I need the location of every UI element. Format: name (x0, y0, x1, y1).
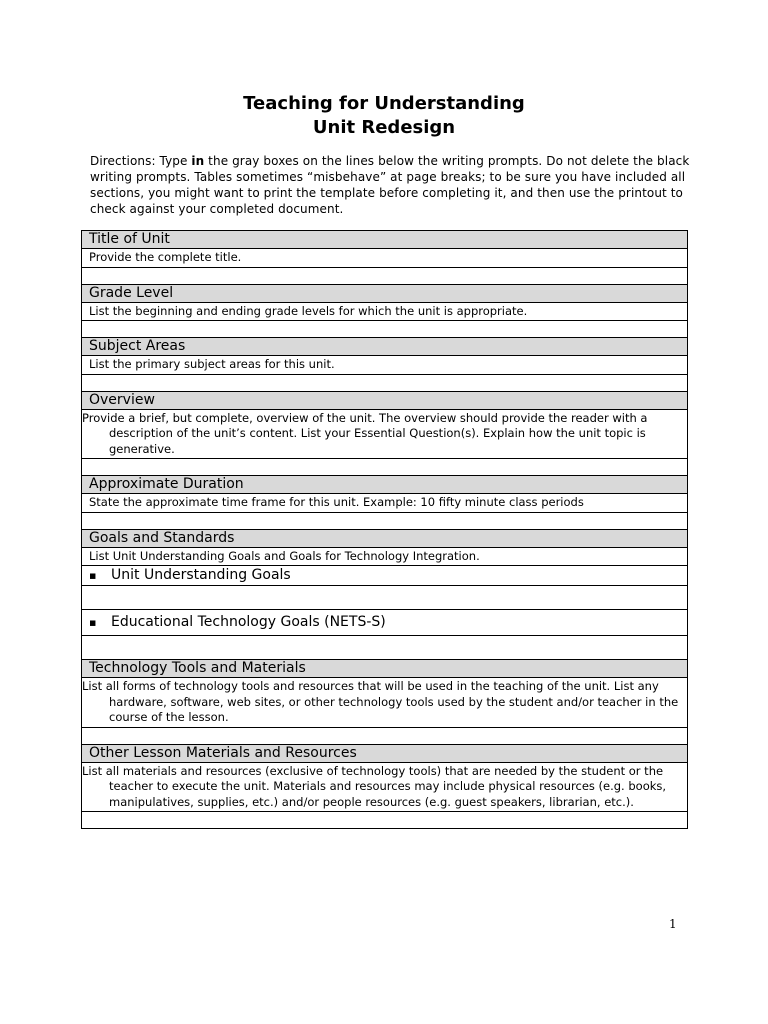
prompt-subject-areas: List the primary subject areas for this unit. (82, 356, 688, 375)
section-header-title-of-unit: Title of Unit (82, 231, 688, 249)
title-line-1: Teaching for Understanding (243, 93, 525, 114)
prompt-other-materials: List all materials and resources (exclusive of technology tools) that are needed by the student or the teacher to execute the unit. Materials and resources may include physical resources (e.g. books, manipulatives, supplies, etc.) and/or people resources (e.g. guest speakers, librarian, etc.). (82, 762, 688, 812)
input-duration[interactable] (82, 512, 688, 529)
directions-paragraph (90, 153, 690, 217)
section-header-tech-tools: Technology Tools and Materials (82, 660, 688, 678)
section-header-duration: Approximate Duration (82, 476, 688, 494)
prompt-tech-tools: List all forms of technology tools and resources that will be used in the teaching of the unit. List any hardware, software, web sites, or other technology tools used by the student and/or teacher in the course of the lesson. (82, 678, 688, 728)
input-ed-tech-goals[interactable] (82, 636, 688, 660)
section-header-overview: Overview (82, 391, 688, 409)
directions-rest: the gray boxes on the lines below the writing prompts. Do not delete the black writing prompts. Tables sometimes “misbehave” at page breaks; to be sure you have included all sections, you might want to print the template before completing it, and then use the printout to check against your completed document. (90, 154, 690, 216)
prompt-duration: State the approximate time frame for this unit. Example: 10 fifty minute class periods (82, 494, 688, 513)
input-title-of-unit[interactable] (82, 267, 688, 284)
input-other-materials[interactable] (82, 812, 688, 829)
directions-prefix: Directions: Type (90, 154, 192, 168)
prompt-overview: Provide a brief, but complete, overview of the unit. The overview should provide the reader with a description of the unit’s content. List your Essential Question(s). Explain how the unit topic is generative. (82, 409, 688, 459)
input-tech-tools[interactable] (82, 727, 688, 744)
prompt-title-of-unit: Provide the complete title. (82, 249, 688, 268)
bullet-square-icon: ▪ (89, 616, 97, 629)
prompt-grade-level: List the beginning and ending grade levels for which the unit is appropriate. (82, 302, 688, 321)
section-header-subject-areas: Subject Areas (82, 338, 688, 356)
input-grade-level[interactable] (82, 321, 688, 338)
page-number: 1 (669, 917, 677, 931)
goals-bullet-ed-tech (82, 610, 688, 636)
section-header-goals: Goals and Standards (82, 529, 688, 547)
bullet-label-unit-understanding: Unit Understanding Goals (111, 567, 291, 583)
document-title (0, 92, 768, 140)
directions-bold-word: in (191, 154, 205, 168)
section-header-grade-level: Grade Level (82, 284, 688, 302)
bullet-square-icon: ▪ (89, 569, 97, 582)
input-overview[interactable] (82, 459, 688, 476)
prompt-goals: List Unit Understanding Goals and Goals for Technology Integration. (82, 547, 688, 566)
goals-bullet-unit-understanding (82, 566, 688, 586)
section-header-other-materials: Other Lesson Materials and Resources (82, 744, 688, 762)
input-unit-understanding-goals[interactable] (82, 586, 688, 610)
unit-form-table (81, 230, 688, 829)
title-line-2: Unit Redesign (312, 117, 456, 138)
input-subject-areas[interactable] (82, 374, 688, 391)
bullet-label-ed-tech: Educational Technology Goals (NETS-S) (111, 614, 386, 630)
